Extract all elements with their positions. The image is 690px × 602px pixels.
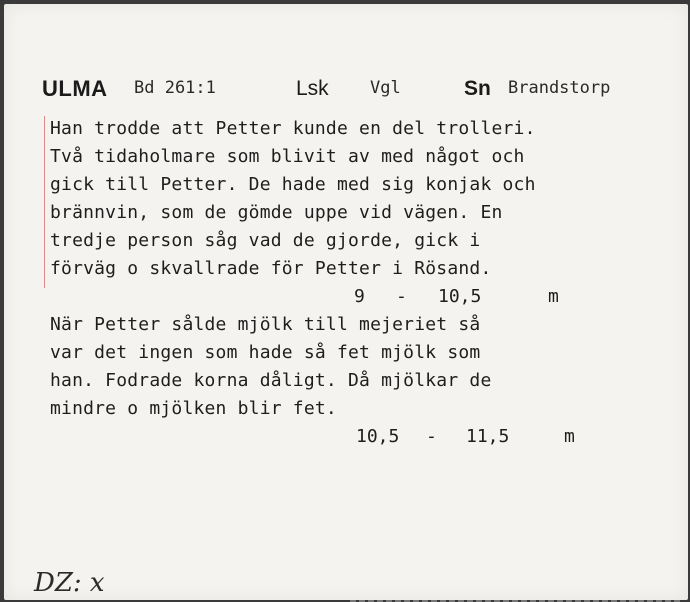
measure-unit: m	[548, 286, 559, 307]
text-line: förväg o skvallrade för Petter i Rösand.	[50, 258, 492, 279]
sn-value: Brandstorp	[508, 78, 611, 98]
measure-dash: -	[396, 286, 407, 307]
text-line: mindre o mjölken blir fet.	[50, 398, 337, 419]
archive-card	[4, 4, 688, 600]
text-line: var det ingen som hade så fet mjölk som	[50, 342, 481, 363]
reference-number: Bd 261:1	[134, 78, 216, 98]
text-line: gick till Petter. De hade med sig konjak och	[50, 174, 536, 195]
text-line: brännvin, som de gömde uppe vid vägen. En	[50, 202, 503, 223]
text-line: tredje person såg vad de gjorde, gick i	[50, 230, 481, 251]
margin-mark	[44, 116, 45, 288]
measure-from: 10,5	[356, 426, 400, 447]
text-line: Två tidaholmare som blivit av med något och	[50, 146, 525, 167]
lsk-value: Vgl	[370, 78, 401, 98]
measure-to: 10,5	[438, 286, 482, 307]
measure-dash: -	[426, 426, 437, 447]
text-line: När Petter sålde mjölk till mejeriet så	[50, 314, 481, 335]
lsk-label: Lsk	[296, 77, 329, 100]
measure-from: 9	[354, 286, 365, 307]
measure-unit: m	[564, 426, 575, 447]
text-line: han. Fodrade korna dåligt. Då mjölkar de	[50, 370, 492, 391]
sn-label: Sn	[464, 77, 491, 100]
archive-name: ULMA	[42, 76, 108, 101]
measure-to: 11,5	[466, 426, 510, 447]
text-line: Han trodde att Petter kunde en del trolleri.	[50, 118, 536, 139]
handwritten-signature: DZ: x	[34, 568, 105, 598]
